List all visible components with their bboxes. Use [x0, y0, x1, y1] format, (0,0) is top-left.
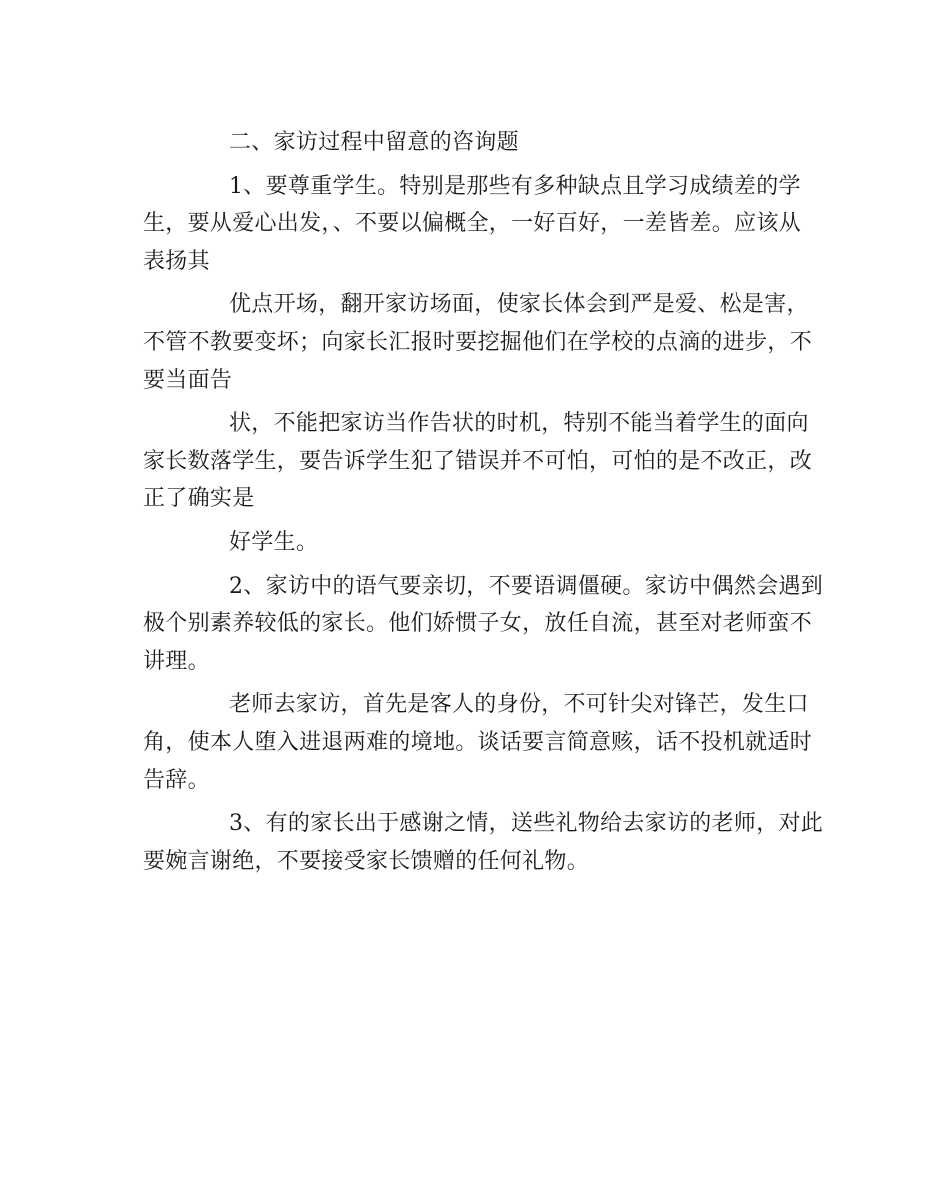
paragraph-line: 表扬其 — [143, 248, 210, 274]
paragraph-7 — [143, 805, 824, 880]
paragraph-line: 老师去家访，首先是客人的身份，不可针尖对锋芒，发生口 — [229, 692, 809, 718]
paragraph-line: 1、要尊重学生。特别是那些有多种缺点且学习成绩差的学 — [229, 173, 801, 199]
paragraph-5 — [143, 568, 824, 681]
paragraph-1 — [143, 168, 811, 281]
paragraph-2 — [143, 286, 811, 399]
paragraph-line: 家长数落学生，要告诉学生犯了错误并不可怕，可怕的是不改正，改 — [143, 448, 813, 474]
paragraph-line: 生，要从爱心出发，、不要以偏概全，一好百好，一差皆差。应该从 — [143, 211, 802, 237]
paragraph-line: 不管不教要变坏；向家长汇报时要挖掘他们在学校的点滴的进步，不 — [143, 329, 813, 355]
paragraph-line: 2、家访中的语气要亲切，不要语调僵硬。家访中偶然会遇到 — [229, 573, 824, 599]
paragraph-line: 好学生。 — [229, 529, 319, 555]
paragraph-3 — [143, 405, 811, 518]
paragraph-6 — [143, 686, 811, 799]
paragraph-line: 告辞。 — [143, 767, 210, 793]
paragraph-line: 正了确实是 — [143, 486, 255, 512]
paragraph-line: 状，不能把家访当作告状的时机，特别不能当着学生的面向 — [229, 411, 809, 437]
paragraph-line: 3、有的家长出于感谢之情，送些礼物给去家访的老师，对此 — [229, 811, 824, 837]
paragraph-line: 讲理。 — [143, 648, 210, 674]
document-body — [143, 124, 824, 880]
paragraph-line: 要当面告 — [143, 367, 233, 393]
paragraph-4 — [143, 524, 811, 562]
section-heading: 二、家访过程中留意的咨询题 — [229, 130, 519, 155]
paragraph-line: 优点开场，翻开家访场面，使家长体会到严是爱、松是害， — [229, 292, 809, 318]
paragraph-line: 极个别素养较低的家长。他们娇惯子女，放任自流，甚至对老师蛮不 — [143, 611, 813, 637]
paragraph-line: 要婉言谢绝，不要接受家长馈赠的任何礼物。 — [143, 848, 590, 874]
paragraph-line: 角，使本人堕入进退两难的境地。谈话要言简意赅，话不投机就适时 — [143, 729, 813, 755]
